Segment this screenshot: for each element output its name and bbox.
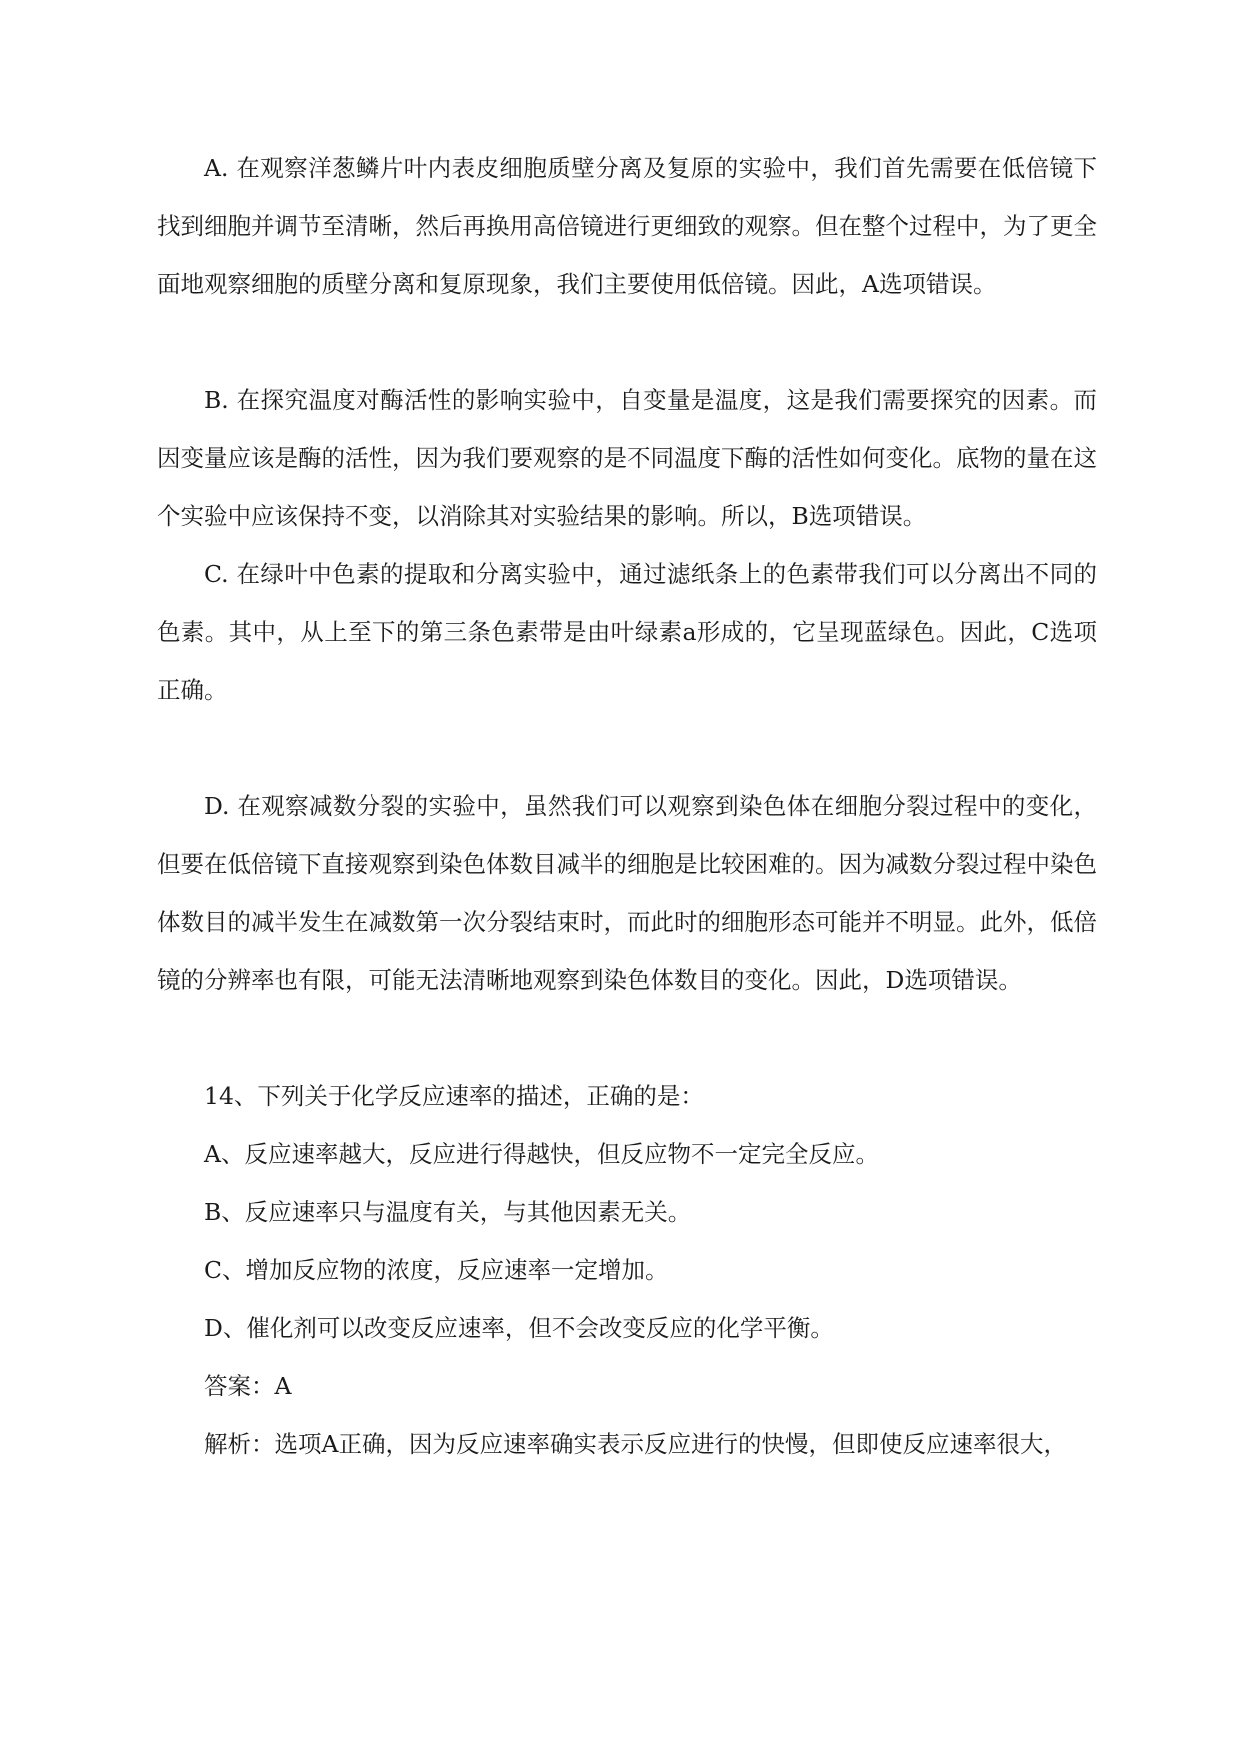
option-c-text: C. 在绿叶中色素的提取和分离实验中，通过滤纸条上的色素带我们可以分离出不同的色素。其中，从上至下的第三条色素带是由叶绿素a形成的，它呈现蓝绿色。因此，C选项正确。 (157, 560, 1097, 704)
option-a-analysis (157, 139, 1097, 313)
choice-b: B、反应速率只与温度有关，与其他因素无关。 (204, 1198, 692, 1226)
option-b-text: B. 在探究温度对酶活性的影响实验中，自变量是温度，这是我们需要探究的因素。而因变量应该是酶的活性，因为我们要观察的是不同温度下酶的活性如何变化。底物的量在这个实验中应该保持不变，以消除其对实验结果的影响。所以，B选项错误。 (157, 386, 1097, 530)
choice-d: D、催化剂可以改变反应速率，但不会改变反应的化学平衡。 (204, 1314, 834, 1342)
option-b-analysis (157, 371, 1097, 545)
option-a-text: A. 在观察洋葱鳞片叶内表皮细胞质壁分离及复原的实验中，我们首先需要在低倍镜下找到细胞并调节至清晰，然后再换用高倍镜进行更细致的观察。但在整个过程中，为了更全面地观察细胞的质壁分离和复原现象，我们主要使用低倍镜。因此，A选项错误。 (157, 154, 1097, 298)
option-d-analysis (157, 777, 1097, 1009)
explanation-line: 解析：选项A正确，因为反应速率确实表示反应进行的快慢，但即使反应速率很大， (204, 1430, 1067, 1458)
option-d-text: D. 在观察减数分裂的实验中，虽然我们可以观察到染色体在细胞分裂过程中的变化，但要在低倍镜下直接观察到染色体数目减半的细胞是比较困难的。因为减数分裂过程中染色体数目的减半发生在减数第一次分裂结束时，而此时的细胞形态可能并不明显。此外，低倍镜的分辨率也有限，可能无法清晰地观察到染色体数目的变化。因此，D选项错误。 (157, 792, 1097, 994)
answer-line: 答案：A (204, 1372, 292, 1400)
choice-a: A、反应速率越大，反应进行得越快，但反应物不一定完全反应。 (204, 1140, 879, 1168)
question-14 (157, 1067, 1097, 1473)
choice-c: C、增加反应物的浓度，反应速率一定增加。 (204, 1256, 669, 1284)
option-c-analysis (157, 545, 1097, 719)
question-stem: 14、下列关于化学反应速率的描述，正确的是： (204, 1082, 704, 1110)
